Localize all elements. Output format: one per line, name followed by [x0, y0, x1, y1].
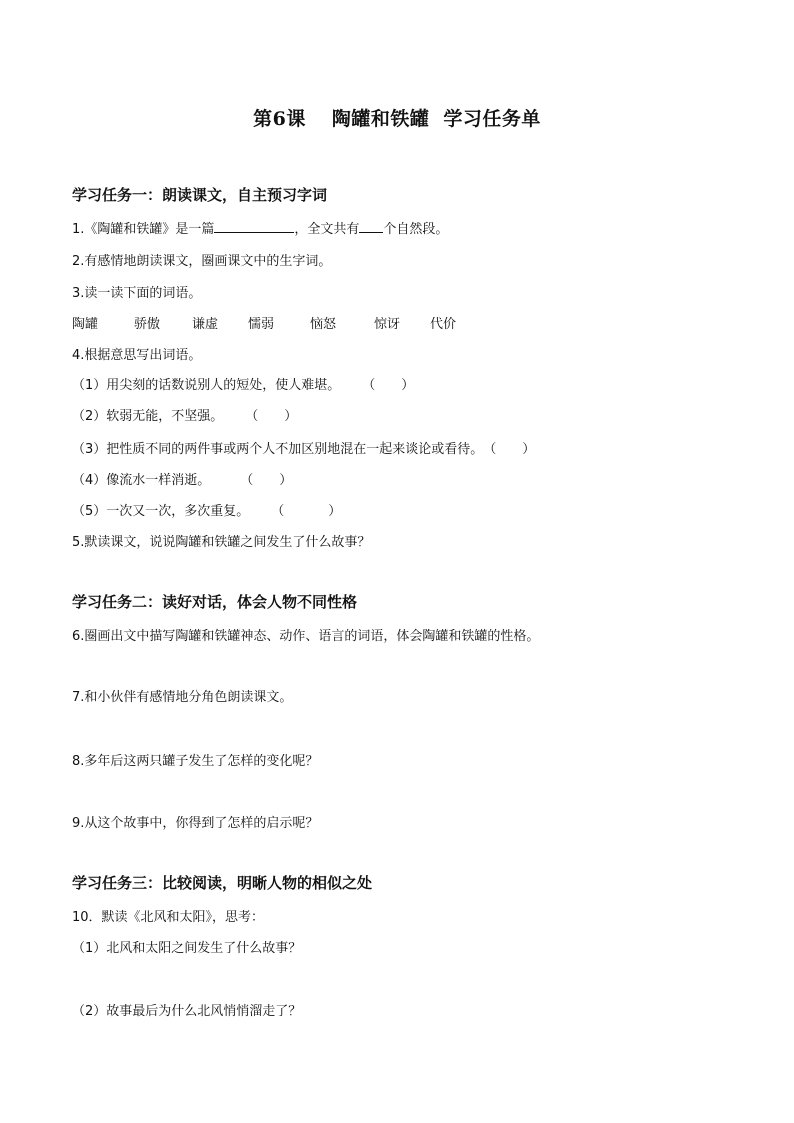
answer-paren-close: ）	[328, 504, 342, 519]
q1-text-pre: 1.《陶罐和铁罐》是一篇	[72, 222, 215, 237]
question-2: 2.有感情地朗读课文，圈画课文中的生字词。	[72, 254, 332, 269]
q1-blank-paragraphs[interactable]	[359, 221, 383, 233]
task1-heading: 学习任务一：朗读课文，自主预习字词	[72, 186, 328, 204]
answer-paren-open: （	[362, 378, 376, 393]
word-item: 骄傲	[134, 317, 161, 332]
q1-text-post: 个自然段。	[383, 222, 449, 237]
word-item: 惊讶	[374, 317, 401, 332]
vocabulary-list	[72, 313, 472, 331]
question-8: 8.多年后这两只罐子发生了怎样的变化呢？	[72, 754, 319, 769]
answer-paren-close: ）	[284, 409, 298, 424]
answer-paren-open: （	[245, 409, 259, 424]
q1-blank-genre[interactable]	[214, 221, 294, 233]
page-title	[0, 104, 794, 131]
q4-sub-5	[72, 500, 341, 519]
q4-sub-2-text: （2）软弱无能，不坚强。	[72, 409, 224, 424]
q4-sub-4-text: （4）像流水一样消逝。	[72, 473, 211, 488]
q4-sub-1-text: （1）用尖刻的话数说别人的短处，使人难堪。	[72, 378, 341, 393]
worksheet-type: 学习任务单	[443, 108, 541, 130]
lesson-number: 第6课	[253, 108, 306, 130]
q4-sub-5-text: （5）一次又一次，多次重复。	[72, 504, 250, 519]
answer-paren-close: ）	[279, 473, 293, 488]
answer-paren-open: （	[240, 473, 254, 488]
question-6: 6.圈画出文中描写陶罐和铁罐神态、动作、语言的词语，体会陶罐和铁罐的性格。	[72, 629, 540, 644]
lesson-name: 陶罐和铁罐	[331, 108, 430, 130]
word-item: 代价	[430, 317, 457, 332]
task2-heading: 学习任务二：读好对话，体会人物不同性格	[72, 593, 358, 611]
q4-sub-4	[72, 469, 292, 488]
q1-text-mid: ，全文共有	[294, 222, 360, 237]
question-5: 5.默读课文，说说陶罐和铁罐之间发生了什么故事？	[72, 535, 371, 550]
question-7: 7.和小伙伴有感情地分角色朗读课文。	[72, 690, 293, 705]
answer-paren-close: ）	[401, 378, 415, 393]
answer-paren-close: ）	[522, 442, 536, 457]
question-1	[72, 218, 448, 237]
answer-paren-open: （	[483, 442, 497, 457]
question-3: 3.读一读下面的词语。	[72, 286, 202, 301]
answer-paren-open: （	[271, 504, 285, 519]
q4-sub-3-text: （3）把性质不同的两件事或两个人不加区别地混在一起来谈论或看待。	[72, 442, 484, 457]
word-item: 谦虚	[192, 317, 219, 332]
task3-heading: 学习任务三：比较阅读，明晰人物的相似之处	[72, 874, 373, 892]
q4-sub-1	[72, 374, 414, 393]
q10-sub-2: （2）故事最后为什么北风悄悄溜走了？	[72, 1004, 302, 1019]
word-item: 陶罐	[72, 317, 99, 332]
word-item: 恼怒	[310, 317, 337, 332]
q10-sub-1: （1）北风和太阳之间发生了什么故事？	[72, 941, 302, 956]
q4-sub-2	[72, 405, 297, 424]
question-9: 9.从这个故事中，你得到了怎样的启示呢？	[72, 816, 319, 831]
q4-sub-3	[72, 438, 535, 457]
question-10: 10．默读《北风和太阳》，思考：	[72, 910, 265, 925]
question-4: 4.根据意思写出词语。	[72, 348, 202, 363]
word-item: 懦弱	[248, 317, 275, 332]
